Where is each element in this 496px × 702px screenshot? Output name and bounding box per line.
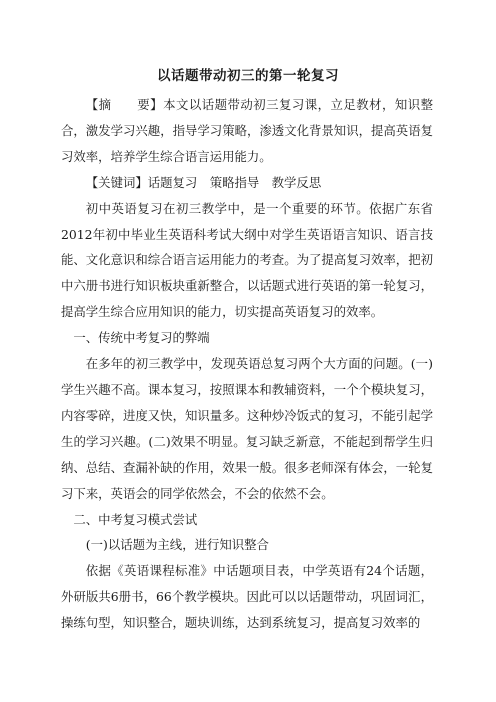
keywords-paragraph (61, 170, 433, 196)
subsection-heading-1: (一)以话题为主线，进行知识整合 (85, 537, 269, 553)
abstract-text: 本文以话题带动初三复习课，立足教材，知识整合，激发学习兴趣，指导学习策略，渗透文化背景知识，提高英语复习效率，培养学生综合语言运用能力。 (61, 97, 434, 164)
keywords-label: 【关键词】 (85, 174, 148, 190)
document-title: 以话题带动初三的第一轮复习 (157, 68, 339, 84)
keywords-text: 话题复习 策略指导 教学反思 (147, 174, 322, 190)
intro-paragraph: 初中英语复习在初三教学中，是一个重要的环节。依据广东省2012年初中毕业生英语科考试大纲中对学生英语语言知识、语言技能、文化意识和综合语言运用能力的考查。为了提高复习效率，把初中六册书进行知识板块重新整合，以话题式进行英语的第一轮复习，提高学生综合应用知识的能力，切实提高英语复习的效率。 (61, 200, 433, 320)
abstract-label: 【摘 要】 (85, 97, 164, 112)
section-1-paragraph: 在多年的初三教学中，发现英语总复习两个大方面的问题。(一)学生兴趣不高。课本复习，按照课本和教辅资料，一个个模块复习，内容零碎，进度又快，知识量多。这种炒冷饭式的复习，不能引起学生的学习兴趣。(二)效果不明显。复习缺乏新意，不能起到帮学生归纳、总结、查漏补缺的作用，效果一般。很多老师深有体会，一轮复习下来，英语会的同学依然会，不会的依然不会。 (61, 356, 433, 501)
document-body (61, 92, 433, 636)
section-heading-1: 一、传统中考复习的弊端 (73, 330, 210, 346)
section-heading-2: 二、中考复习模式尝试 (73, 511, 198, 527)
subsection-1-paragraph: 依据《英语课程标准》中话题项目表，中学英语有24个话题，外研版共6册书，66个教学模块。因此可以以话题带动，巩固词汇，操练句型，知识整合，题块训练，达到系统复习，提高复习效率的 (61, 563, 433, 631)
abstract-paragraph (61, 92, 433, 170)
